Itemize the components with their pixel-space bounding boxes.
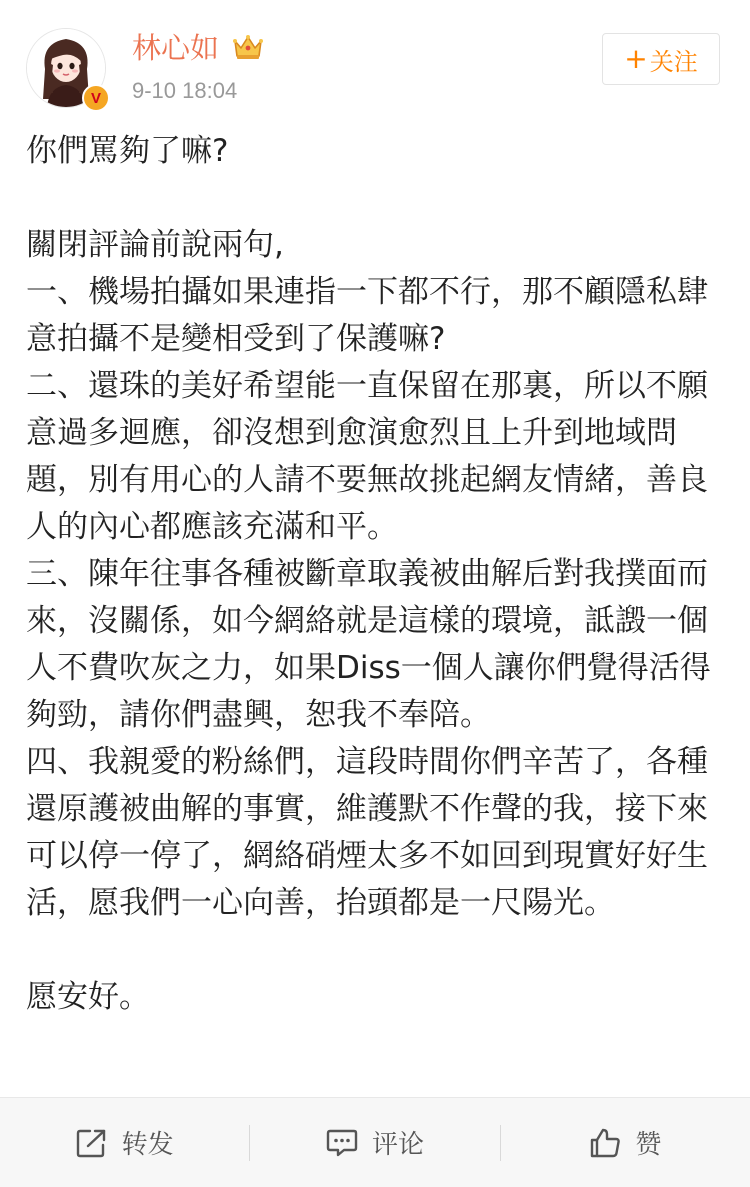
repost-button[interactable]: [0, 1098, 249, 1187]
like-button[interactable]: [501, 1098, 750, 1187]
post-line: 三、陳年往事各種被斷章取義被曲解后對我撲面而來，沒關係，如今網絡就是這樣的環境，詆譭一個人不費吹灰之力，如果Diss一個人讓你們覺得活得夠勁，請你們盡興，恕我不奉陪。: [26, 556, 711, 733]
paragraph-gap: [26, 175, 716, 222]
post-time: 9-10 18:04: [132, 78, 238, 103]
user-name[interactable]: 林心如: [132, 31, 220, 65]
post-line: 二、還珠的美好希望能一直保留在那裏，所以不願意過多迴應，卻沒想到愈演愈烈且上升到地域問題，別有用心的人請不要無故挑起網友情緒，善良人的內心都應該充滿和平。: [26, 368, 708, 545]
action-bar: [0, 1097, 750, 1187]
post-content: [26, 128, 716, 1021]
post-line: 關閉評論前說兩句,: [26, 227, 284, 263]
follow-label: 关注: [649, 47, 698, 76]
repost-label: 转发: [121, 1130, 174, 1160]
like-label: 赞: [635, 1130, 662, 1160]
post-line: 愿安好。: [26, 979, 150, 1015]
post-line: 一、機場拍攝如果連指一下都不行，那不顧隱私肆意拍攝不是變相受到了保護嘛?: [26, 274, 708, 357]
post-line: 你們罵夠了嘛?: [26, 133, 229, 169]
avatar-container[interactable]: [26, 28, 106, 108]
paragraph-gap: [26, 927, 716, 974]
comment-label: 评论: [371, 1130, 424, 1160]
verified-badge: V: [82, 84, 110, 112]
plus-icon: +: [624, 42, 648, 75]
post-header: [0, 0, 750, 120]
share-icon: [76, 1128, 108, 1158]
crown-icon[interactable]: [232, 32, 264, 62]
post-line: 四、我親愛的粉絲們，這段時間你們辛苦了，各種還原護被曲解的事實，維護默不作聲的我，接下來可以停一停了，網絡硝煙太多不如回到現實好好生活，愿我們一心向善，抬頭都是一尺陽光。: [26, 744, 708, 921]
thumbs-up-icon: [589, 1127, 621, 1159]
comment-icon: [326, 1128, 358, 1158]
follow-button[interactable]: [602, 33, 720, 85]
comment-button[interactable]: [250, 1098, 499, 1187]
